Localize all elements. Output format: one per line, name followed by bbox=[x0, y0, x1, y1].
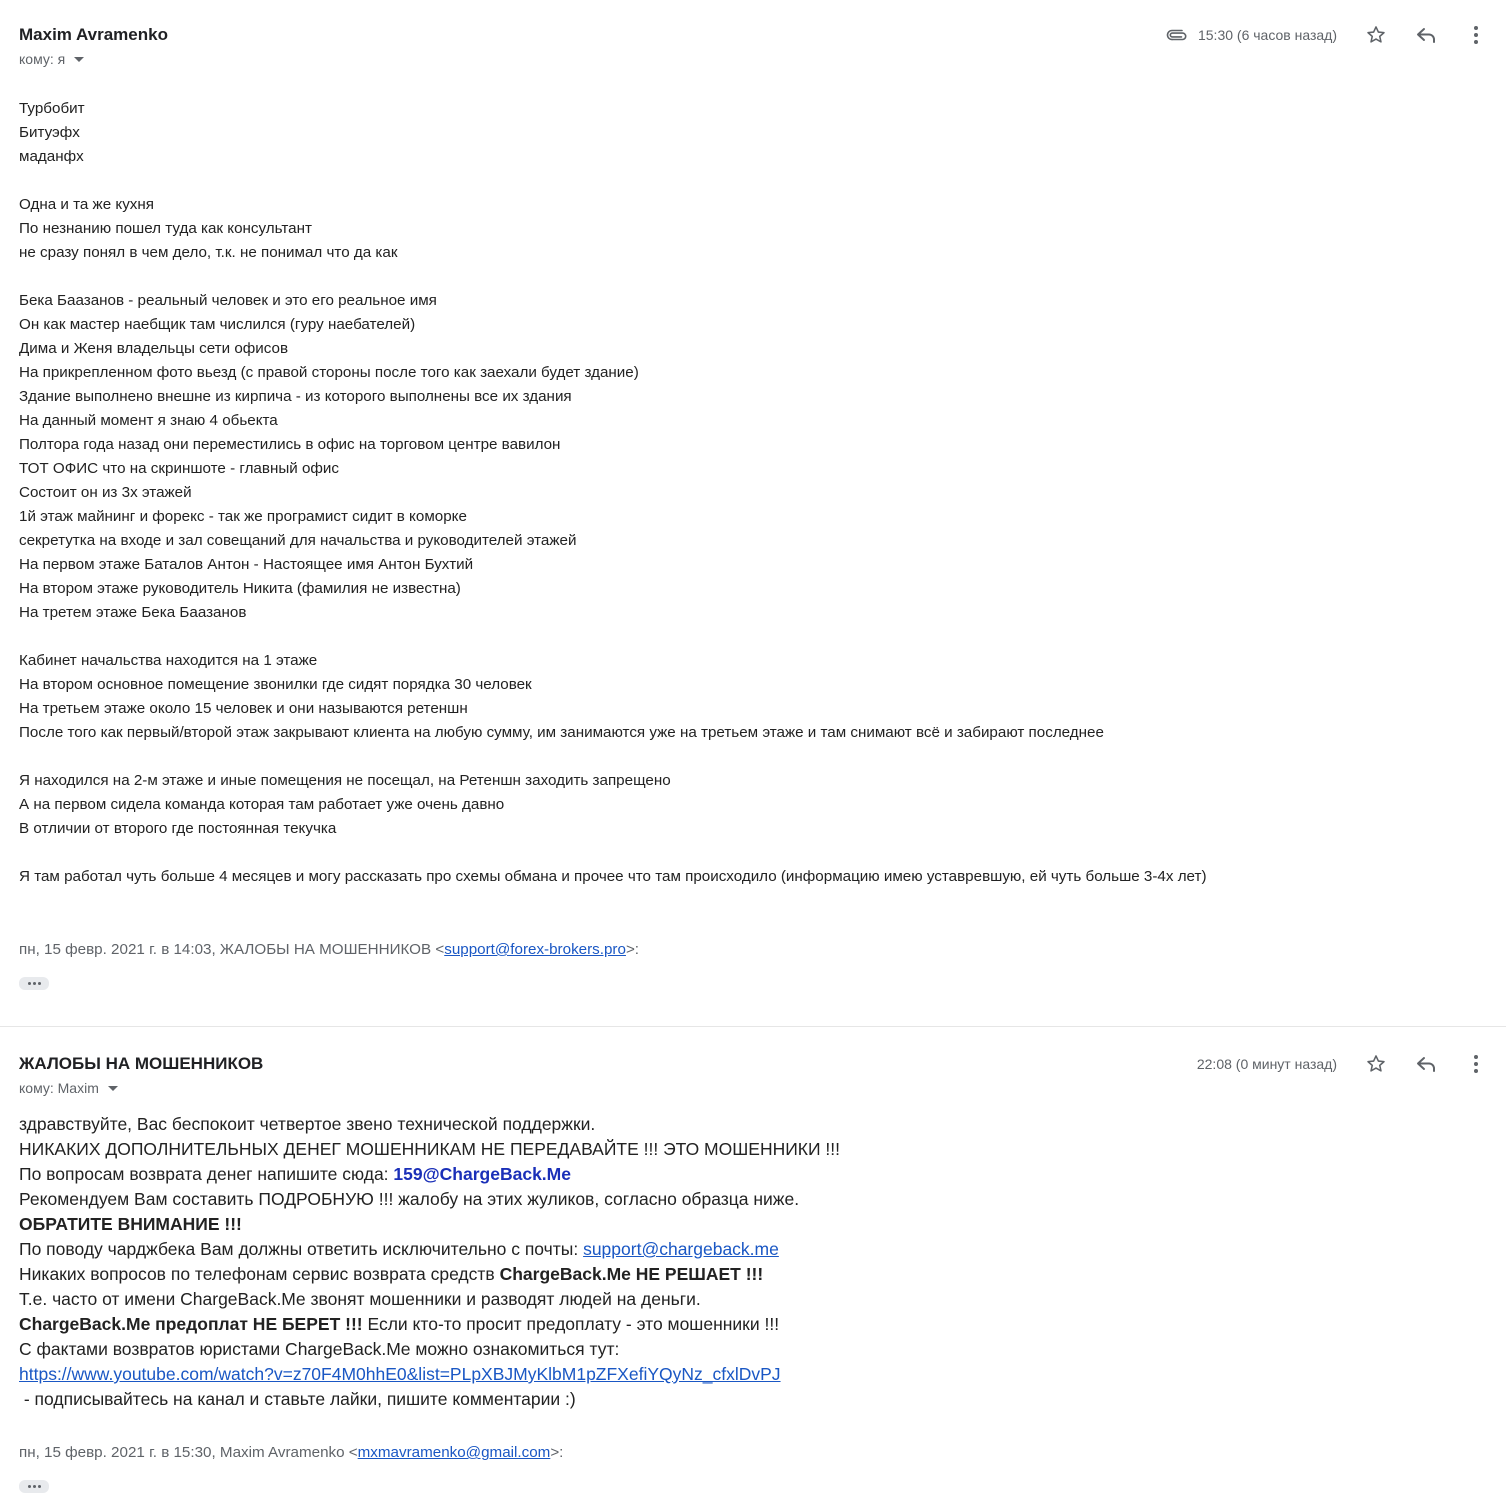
body-bold-text: ChargeBack.Me предоплат НЕ БЕРЕТ !!! bbox=[19, 1314, 363, 1334]
contact-email[interactable]: 159@ChargeBack.Me bbox=[393, 1164, 571, 1184]
star-icon[interactable] bbox=[1364, 1052, 1388, 1076]
quote-email-link[interactable]: mxmavramenko@gmail.com bbox=[357, 1444, 551, 1461]
body-line: На третьем этаже около 15 человек и они называются ретеншн bbox=[19, 700, 468, 717]
attachment-icon bbox=[1166, 29, 1188, 41]
body-line: Одна и та же кухня bbox=[19, 196, 154, 213]
body-line bbox=[19, 1262, 1492, 1287]
body-line: - подписывайтесь на канал и ставьте лайки, пишите комментарии :) bbox=[19, 1389, 576, 1409]
body-line bbox=[19, 841, 1492, 865]
body-line: Я находился на 2-м этаже и иные помещения не посещал, на Ретеншн заходить запрещено bbox=[19, 772, 671, 789]
quote-prefix: пн, 15 февр. 2021 г. в 15:30, Maxim Avramenko < bbox=[19, 1444, 358, 1461]
body-line: НИКАКИХ ДОПОЛНИТЕЛЬНЫХ ДЕНЕГ МОШЕННИКАМ НЕ ПЕРЕДАВАЙТЕ !!! ЭТО МОШЕННИКИ !!! bbox=[19, 1139, 841, 1159]
body-line: маданфх bbox=[19, 148, 84, 165]
body-line: Турбобит bbox=[19, 100, 85, 117]
message-timestamp: 15:30 (6 часов назад) bbox=[1197, 27, 1337, 43]
email-message-2 bbox=[0, 1027, 1506, 1507]
star-icon[interactable] bbox=[1364, 23, 1388, 47]
body-line bbox=[19, 265, 1492, 289]
body-line: На втором основное помещение звонилки где сидят порядка 30 человек bbox=[19, 676, 532, 693]
body-text: По вопросам возврата денег напишите сюда: bbox=[19, 1164, 394, 1184]
quote-email-link[interactable]: support@forex-brokers.pro bbox=[444, 941, 626, 958]
sender-name[interactable]: ЖАЛОБЫ НА МОШЕННИКОВ bbox=[19, 1054, 264, 1073]
body-line: Т.е. часто от имени ChargeBack.Me звонят мошенники и разводят людей на деньги. bbox=[19, 1289, 701, 1309]
recipient-label: кому: Maxim bbox=[19, 1080, 99, 1096]
recipient-line bbox=[19, 51, 84, 67]
body-line: На первом этаже Баталов Антон - Настоящее имя Антон Бухтий bbox=[19, 556, 474, 573]
body-line: не сразу понял в чем дело, т.к. не понимал что да как bbox=[19, 244, 398, 261]
body-line bbox=[19, 169, 1492, 193]
message-body bbox=[19, 1112, 1492, 1412]
body-line: С фактами возвратов юристами ChargeBack.Me можно ознакомиться тут: bbox=[19, 1339, 620, 1359]
recipient-label: кому: я bbox=[19, 51, 66, 67]
body-line: 1й этаж майнинг и форекс - так же програмист сидит в коморке bbox=[19, 508, 467, 525]
body-line: здравствуйте, Вас беспокоит четвертое звено технической поддержки. bbox=[19, 1114, 596, 1134]
recipient-line bbox=[19, 1080, 118, 1096]
body-line bbox=[19, 1162, 1492, 1187]
body-line: Дима и Женя владельцы сети офисов bbox=[19, 340, 289, 357]
message-body bbox=[19, 97, 1492, 889]
reply-icon[interactable] bbox=[1414, 1052, 1438, 1076]
message-meta bbox=[1197, 1052, 1506, 1076]
quoted-header bbox=[19, 1444, 563, 1461]
body-line: ТОТ ОФИС что на скриншоте - главный офис bbox=[19, 460, 339, 477]
body-bold-text: ChargeBack.Me НЕ РЕШАЕТ !!! bbox=[499, 1264, 764, 1284]
support-email-link[interactable]: support@chargeback.me bbox=[583, 1239, 779, 1259]
message-meta bbox=[1166, 23, 1506, 47]
quoted-header bbox=[19, 941, 639, 958]
body-line bbox=[19, 625, 1492, 649]
body-line: Здание выполнено внешне из кирпича - из которого выполнены все их здания bbox=[19, 388, 572, 405]
body-line: ОБРАТИТЕ ВНИМАНИЕ !!! bbox=[19, 1214, 242, 1234]
body-line: На данный момент я знаю 4 обьекта bbox=[19, 412, 278, 429]
body-line bbox=[19, 1362, 1492, 1387]
message-timestamp: 22:08 (0 минут назад) bbox=[1196, 1056, 1337, 1072]
body-line: Бека Баазанов - реальный человек и это его реальное имя bbox=[19, 292, 437, 309]
youtube-link[interactable]: https://www.youtube.com/watch?v=z70F4M0hhE0&list=PLpXBJMyKlbM1pZFXefiYQyNz_cfxlDvPJ bbox=[19, 1364, 781, 1384]
quote-suffix: >: bbox=[625, 941, 640, 958]
recipient-details-chevron-icon[interactable] bbox=[108, 1086, 118, 1091]
body-line bbox=[19, 1237, 1492, 1262]
sender-name[interactable]: Maxim Avramenko bbox=[19, 25, 168, 44]
body-line: Битуэфх bbox=[19, 124, 80, 141]
quote-suffix: >: bbox=[550, 1444, 564, 1461]
body-line bbox=[19, 745, 1492, 769]
body-line: секретутка на входе и зал совещаний для начальства и руководителей этажей bbox=[19, 532, 577, 549]
body-line: После того как первый/второй этаж закрывают клиента на любую сумму, им занимаются уже на третьем этаже и там снимают всё и забирают последнее bbox=[19, 724, 1104, 741]
body-line: Полтора года назад они переместились в офис на торговом центре вавилон bbox=[19, 436, 561, 453]
body-line: А на первом сидела команда которая там работает уже очень давно bbox=[19, 796, 505, 813]
quote-prefix: пн, 15 февр. 2021 г. в 14:03, ЖАЛОБЫ НА МОШЕННИКОВ < bbox=[19, 941, 445, 958]
body-line: Кабинет начальства находится на 1 этаже bbox=[19, 652, 318, 669]
show-trimmed-content-button[interactable] bbox=[19, 1480, 49, 1493]
more-options-icon[interactable] bbox=[1464, 23, 1488, 47]
reply-icon[interactable] bbox=[1414, 23, 1438, 47]
body-line: В отличии от второго где постоянная текучка bbox=[19, 820, 337, 837]
more-options-icon[interactable] bbox=[1464, 1052, 1488, 1076]
body-text: Если кто-то просит предоплату - это мошенники !!! bbox=[362, 1314, 780, 1334]
body-line: Он как мастер наебщик там числился (гуру наебателей) bbox=[19, 316, 416, 333]
body-line: Рекомендуем Вам составить ПОДРОБНУЮ !!! жалобу на этих жуликов, согласно образца ниже. bbox=[19, 1189, 800, 1209]
body-text: Никаких вопросов по телефонам сервис возврата средств bbox=[19, 1264, 500, 1284]
body-line: На третем этаже Бека Баазанов bbox=[19, 604, 247, 621]
show-trimmed-content-button[interactable] bbox=[19, 977, 49, 990]
body-line: По незнанию пошел туда как консультант bbox=[19, 220, 312, 237]
body-line: Состоит он из 3х этажей bbox=[19, 484, 192, 501]
body-line bbox=[19, 1312, 1492, 1337]
body-line: На прикрепленном фото вьезд (с правой стороны после того как заехали будет здание) bbox=[19, 364, 639, 381]
body-line: На втором этаже руководитель Никита (фамилия не известна) bbox=[19, 580, 461, 597]
body-text: По поводу чарджбека Вам должны ответить исключительно с почты: bbox=[19, 1239, 584, 1259]
body-line: Я там работал чуть больше 4 месяцев и могу рассказать про схемы обмана и прочее что там происходило (информацию имею уставревшую, ей чуть больше 3-4х лет) bbox=[19, 868, 1207, 885]
recipient-details-chevron-icon[interactable] bbox=[74, 57, 84, 62]
